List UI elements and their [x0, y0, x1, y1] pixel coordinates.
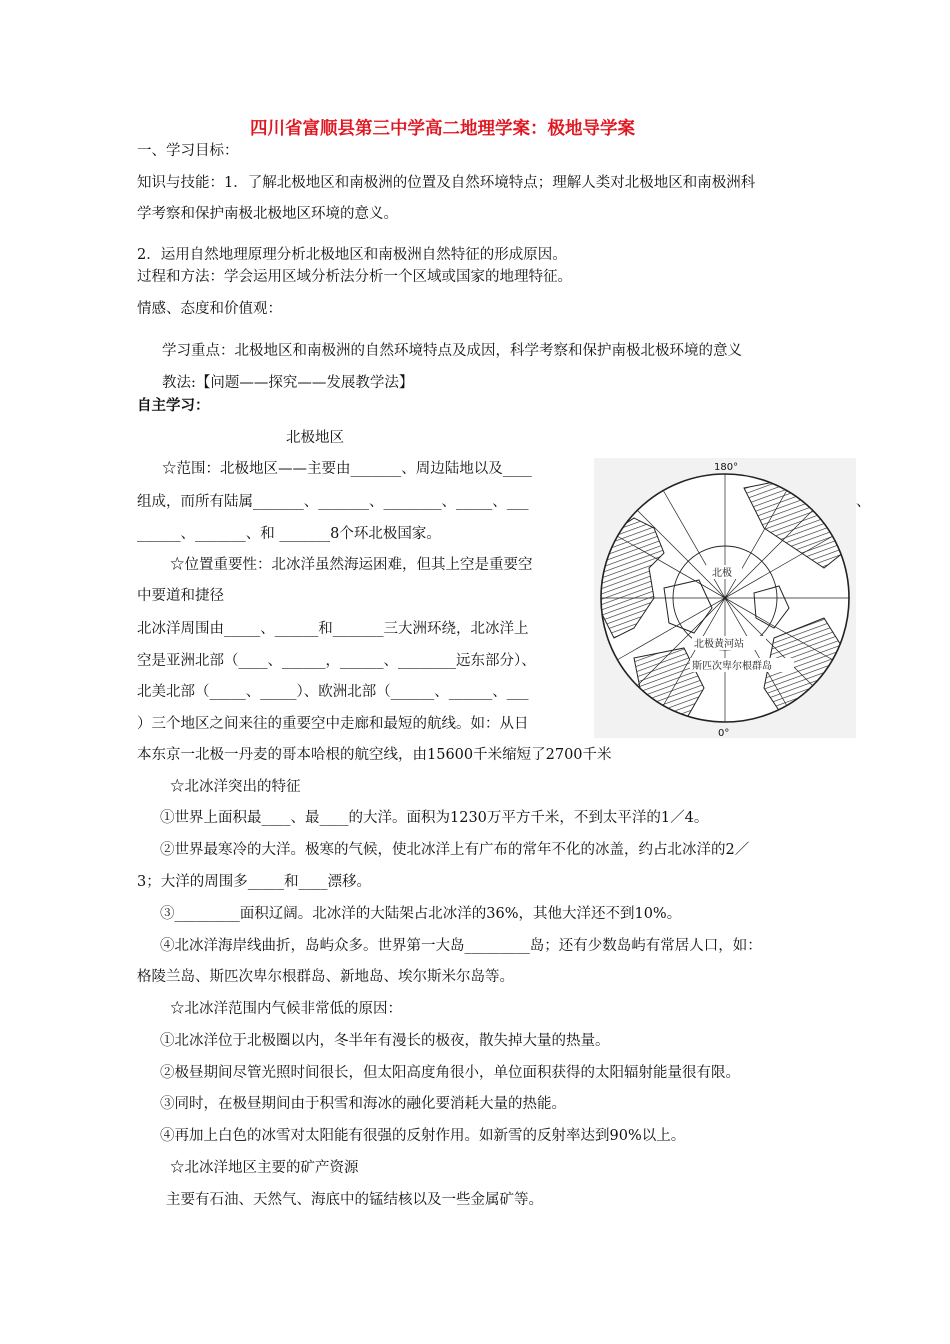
- text-line: 本东京一北极一丹麦的哥本哈根的航空线，由15600千米缩短了2700千米: [137, 747, 612, 763]
- text-line: ②极昼期间尽管光照时间很长，但太阳高度角很小，单位面积获得的太阳辐射能量很有限。: [160, 1065, 740, 1081]
- text-line: ①北冰洋位于北极圈以内，冬半年有漫长的极夜，散失掉大量的热量。: [160, 1033, 610, 1049]
- text-line: 组成，而所有陆属_______、_______、________、_____、___: [137, 494, 529, 510]
- text-line: 空是亚洲北部（____、______，______、________远东部分）、: [137, 653, 536, 669]
- text-line: 知识与技能：1．了解北极地区和南极洲的位置及自然环境特点；理解人类对北极地区和南极洲科: [137, 175, 756, 191]
- text-line: 过程和方法：学会运用区域分析法分析一个区域或国家的地理特征。: [137, 269, 572, 285]
- map-label-180: 180°: [714, 462, 739, 473]
- text-line: ☆北冰洋突出的特征: [170, 779, 301, 795]
- text-line: ☆北冰洋范围内气候非常低的原因：: [170, 1001, 402, 1017]
- text-line: ☆范围：北极地区——主要由_______、周边陆地以及____: [162, 461, 532, 477]
- text-line: 中要道和捷径: [137, 588, 224, 604]
- text-line: 、: [856, 494, 871, 510]
- text-line: 格陵兰岛、斯匹次卑尔根群岛、新地岛、埃尔斯米尔岛等。: [137, 969, 514, 985]
- text-line: 学考察和保护南极北极地区环境的意义。: [137, 206, 398, 222]
- text-line: ☆北冰洋地区主要的矿产资源: [170, 1160, 359, 1176]
- page-title: 四川省富顺县第三中学高二地理学案：极地导学案: [250, 119, 635, 139]
- text-line: ④北冰洋海岸线曲折，岛屿众多。世界第一大岛_________岛；还有少数岛屿有常居人口，如：: [160, 938, 762, 954]
- section-heading-goals: 一、学习目标：: [137, 143, 239, 159]
- text-line: ②世界最寒冷的大洋。极寒的气候，使北冰洋上有广布的常年不化的冰盖，约占北冰洋的2／: [160, 842, 750, 858]
- text-line: 北冰洋周围由_____、______和_______三大洲环绕，北冰洋上: [137, 621, 529, 637]
- map-label-0: 0°: [718, 728, 730, 738]
- text-line: ④再加上白色的冰雪对太阳能有很强的反射作用。如新雪的反射率达到90%以上。: [160, 1128, 686, 1144]
- text-line: 3；大洋的周围多_____和____漂移。: [137, 874, 371, 890]
- text-line: ①世界上面积最____、最____的大洋。面积为1230万平方千米，不到太平洋的1／4。: [160, 810, 709, 826]
- text-line: 主要有石油、天然气、海底中的锰结核以及一些金属矿等。: [166, 1192, 543, 1208]
- text-line: ☆位置重要性：北冰洋虽然海运困难，但其上空是重要空: [170, 557, 533, 573]
- map-label-north-pole: 北极: [712, 568, 732, 579]
- text-line: ③同时，在极昼期间由于积雪和海冰的融化要消耗大量的热能。: [160, 1096, 566, 1112]
- text-line: 情感、态度和价值观：: [137, 301, 282, 317]
- arctic-region-map: [594, 458, 856, 738]
- text-line: ）三个地区之间来往的重要空中走廊和最短的航线。如：从日: [137, 716, 529, 732]
- text-line: 学习重点：北极地区和南极洲的自然环境特点及成因，科学考察和保护南极北极环境的意义: [162, 343, 742, 359]
- text-line: 教法:【问题——探究——发展教学法】: [162, 375, 414, 391]
- subheading-arctic: 北极地区: [286, 430, 344, 446]
- text-line: ③_________面积辽阔。北冰洋的大陆架占北冰洋的36%，其他大洋还不到10%。: [160, 906, 682, 922]
- map-label-svalbard: 斯匹次卑尔根群岛: [692, 661, 772, 672]
- text-line: 北美北部（_____、_____）、欧洲北部（______、______、___: [137, 684, 529, 700]
- map-label-yellow-river-station: 北极黄河站: [694, 639, 744, 650]
- text-line: ______、_______、和 _______8个环北极国家。: [137, 526, 441, 542]
- section-heading-self-study: 自主学习：: [137, 397, 210, 414]
- text-line: 2．运用自然地理原理分析北极地区和南极洲自然特征的形成原因。: [137, 247, 567, 263]
